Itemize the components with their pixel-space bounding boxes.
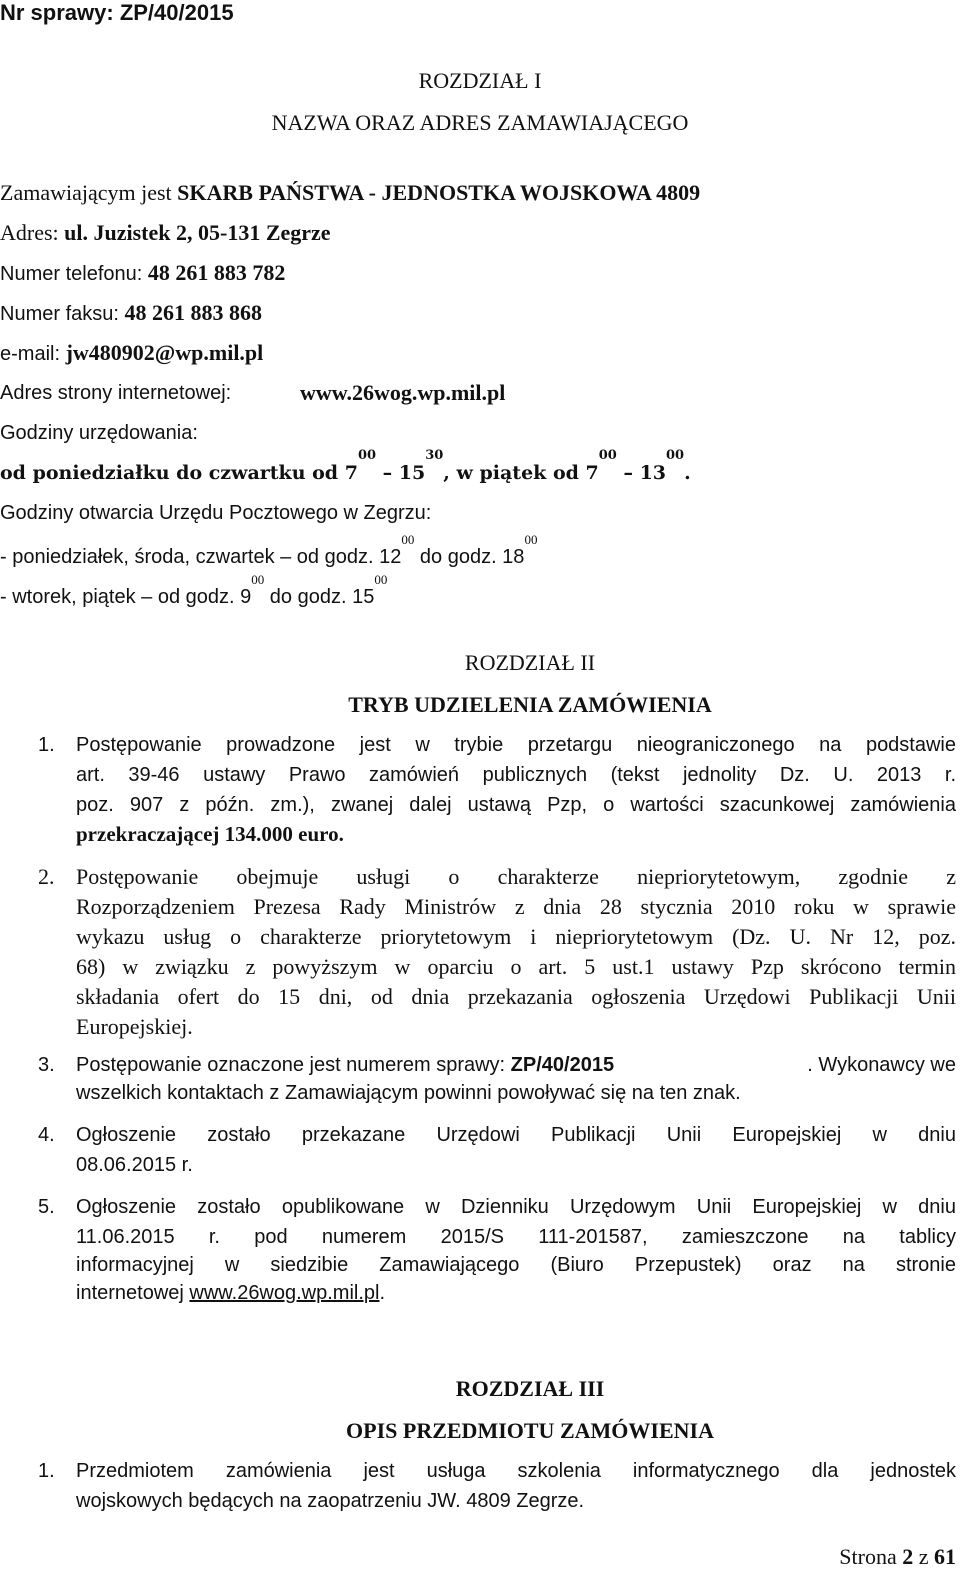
ch2-item5-line1: Ogłoszenie zostało opublikowane w Dzienniku Urzędowym Unii Europejskiej w dniu xyxy=(76,1196,956,1218)
post1-text-2: do godz. 18 xyxy=(414,546,525,568)
chapter3-subtitle: OPIS PRZEDMIOTU ZAMÓWIENIA xyxy=(346,1418,714,1443)
fax-label: Numer faksu: xyxy=(0,303,125,325)
page-number-footer xyxy=(839,1544,956,1570)
hours-text-2: – 15 xyxy=(376,462,426,484)
phone-value: 48 261 883 782 xyxy=(147,260,286,285)
post1-sup-1: 00 xyxy=(401,532,415,547)
ch2-item1-line4: przekraczającej 134.000 euro. xyxy=(76,822,344,846)
ch2-item1-line2: art. 39-46 ustawy Prawo zamówień publicznych (tekst jednolity Dz. U. 2013 r. xyxy=(76,764,956,786)
chapter2-title: ROZDZIAŁ II xyxy=(464,650,596,675)
post-office-label: Godziny otwarcia Urzędu Pocztowego w Zegrzu: xyxy=(0,502,432,524)
post1-sup-2: 00 xyxy=(524,532,538,547)
ch2-item2-line4: 68) w związku z powyższym w oparciu o art. 5 ust.1 ustawy Pzp skrócono termin xyxy=(76,954,956,979)
chapter3-title: ROZDZIAŁ III xyxy=(455,1376,605,1401)
ch2-item2-number: 2. xyxy=(38,864,55,889)
email-line xyxy=(0,340,263,366)
email-value[interactable]: jw480902@wp.mil.pl xyxy=(65,340,264,365)
phone-label: Numer telefonu: xyxy=(0,263,148,285)
fax-value: 48 261 883 868 xyxy=(124,300,262,325)
page-prefix: Strona xyxy=(839,1544,903,1569)
post2-text-1: - wtorek, piątek – od godz. 9 xyxy=(0,586,252,608)
ordering-party-label: Zamawiającym jest xyxy=(0,180,178,205)
page-current: 2 xyxy=(902,1544,914,1569)
chapter1-subtitle: NAZWA ORAZ ADRES ZAMAWIAJĄCEGO xyxy=(271,110,689,135)
address-value: ul. Juzistek 2, 05-131 Zegrze xyxy=(64,220,331,245)
ch3-item1-number: 1. xyxy=(38,1460,55,1482)
ch2-item5-line4 xyxy=(76,1282,385,1305)
ch2-item3-line2: wszelkich kontaktach z Zamawiającym powinni powoływać się na ten znak. xyxy=(76,1082,741,1104)
ch2-item5-line3: informacyjnej w siedzibie Zamawiającego (Biuro Przepustek) oraz na stronie xyxy=(76,1254,956,1276)
website-link[interactable]: www.26wog.wp.mil.pl xyxy=(189,1282,380,1304)
page-mid: z xyxy=(913,1544,934,1569)
ordering-party-line xyxy=(0,180,700,206)
phone-line xyxy=(0,260,285,286)
chapter2-subtitle: TRYB UDZIELENIA ZAMÓWIENIA xyxy=(348,692,712,717)
ch2-item1-line1: Postępowanie prowadzone jest w trybie przetargu nieograniczonego na podstawie xyxy=(76,734,956,756)
address-line xyxy=(0,220,331,246)
ch2-item3-line1 xyxy=(76,1054,956,1077)
chapter1-title: ROZDZIAŁ I xyxy=(418,68,542,93)
ch2-item5-number: 5. xyxy=(38,1196,55,1218)
post1-text-1: - poniedziałek, środa, czwartek – od godz. 12 xyxy=(0,546,402,568)
ch2-item5-text-a: internetowej xyxy=(76,1282,190,1304)
office-hours-line xyxy=(0,448,691,484)
website-label: Adres strony internetowej: xyxy=(0,382,232,404)
email-label: e-mail: xyxy=(0,343,66,365)
post-office-line-2 xyxy=(0,572,388,609)
ch2-item4-line2: 08.06.2015 r. xyxy=(76,1154,193,1176)
hours-text-4: – 13 xyxy=(616,462,667,484)
hours-sup-1: 00 xyxy=(357,448,377,463)
post2-sup-1: 00 xyxy=(251,572,265,587)
ordering-party-value: SKARB PAŃSTWA - JEDNOSTKA WOJSKOWA 4809 xyxy=(177,180,701,205)
ch3-item1-line1: Przedmiotem zamówienia jest usługa szkolenia informatycznego dla jednostek xyxy=(76,1460,956,1482)
post2-text-2: do godz. 15 xyxy=(264,586,375,608)
post2-sup-2: 00 xyxy=(374,572,388,587)
ch2-item2-line2: Rozporządzeniem Prezesa Rady Ministrów z dnia 28 stycznia 2010 roku w sprawie xyxy=(76,894,956,919)
hours-text-5: . xyxy=(684,462,691,484)
hours-sup-3: 00 xyxy=(598,448,617,463)
ch2-item3-number: 3. xyxy=(38,1054,55,1076)
case-number-header: Nr sprawy: ZP/40/2015 xyxy=(0,0,234,25)
page-total: 61 xyxy=(934,1544,956,1569)
ch2-item2-line1: Postępowanie obejmuje usługi o charakterze niepriorytetowym, zgodnie z xyxy=(76,864,956,889)
post-office-line-1 xyxy=(0,532,538,569)
website-value[interactable]: www.26wog.wp.mil.pl xyxy=(300,380,506,405)
ch2-item4-line1: Ogłoszenie zostało przekazane Urzędowi Publikacji Unii Europejskiej w dniu xyxy=(76,1124,956,1146)
ch2-item2-line5: składania ofert do 15 dni, od dnia przekazania ogłoszenia Urzędowi Publikacji Unii xyxy=(76,984,956,1009)
ch2-item5-text-c: . xyxy=(379,1282,386,1304)
ch2-item2-line3: wykazu usług o charakterze priorytetowym i niepriorytetowym (Dz. U. Nr 12, poz. xyxy=(76,924,956,949)
ch2-item3-text-c: . Wykonawcy we xyxy=(807,1054,956,1076)
ch2-item3-text-a: Postępowanie oznaczone jest numerem sprawy: xyxy=(76,1054,511,1076)
ch3-item1-line2: wojskowych będących na zaopatrzeniu JW. 4809 Zegrze. xyxy=(76,1490,585,1512)
hours-text-1: od poniedziałku do czwartku od 7 xyxy=(0,462,358,484)
ch2-item1-number: 1. xyxy=(38,734,55,756)
hours-sup-2: 30 xyxy=(425,448,444,463)
office-hours-label: Godziny urzędowania: xyxy=(0,422,198,444)
ch2-item5-line2: 11.06.2015 r. pod numerem 2015/S 111-201587, zamieszczone na tablicy xyxy=(76,1226,956,1248)
address-label: Adres: xyxy=(0,220,65,245)
hours-text-3: , w piątek od 7 xyxy=(443,462,599,484)
ch2-item2-line6: Europejskiej. xyxy=(76,1014,193,1039)
fax-line xyxy=(0,300,262,326)
hours-sup-4: 00 xyxy=(666,448,685,463)
ch2-item4-number: 4. xyxy=(38,1124,55,1146)
ch2-item3-case-number: ZP/40/2015 xyxy=(510,1054,615,1076)
ch2-item1-line3: poz. 907 z późn. zm.), zwanej dalej ustawą Pzp, o wartości szacunkowej zamówienia xyxy=(76,794,956,816)
